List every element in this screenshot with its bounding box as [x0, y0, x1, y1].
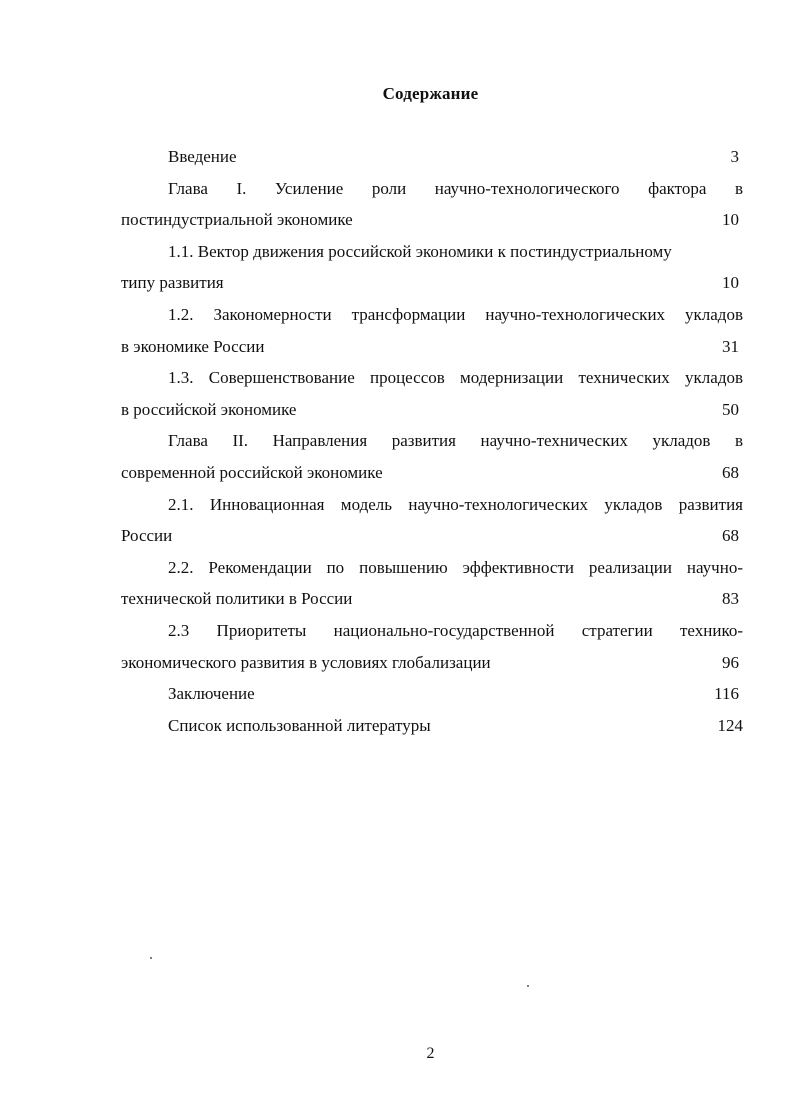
- toc-entry-chapter-2[interactable]: [121, 425, 743, 488]
- toc-entry-title-line-1: Глава II. Направления развития научно-технических укладов в: [168, 431, 743, 451]
- toc-entry-section-2-1[interactable]: [121, 489, 743, 552]
- toc-entry-page: 31: [722, 336, 739, 356]
- toc-entry-section-1-2[interactable]: [121, 299, 743, 362]
- toc-entry-bibliography[interactable]: [121, 710, 743, 742]
- toc-entry-section-2-2[interactable]: [121, 552, 743, 615]
- toc-entry-page: 124: [717, 715, 743, 735]
- toc-entry-page: 68: [722, 462, 739, 482]
- toc-entry-title: Заключение: [168, 684, 255, 704]
- scan-speck: [527, 985, 529, 987]
- toc-entry-title-line-2: постиндустриальной экономике: [121, 210, 353, 230]
- toc-entry-title-line-1: Глава I. Усиление роли научно-технологического фактора в: [168, 178, 743, 198]
- toc-entry-title-line-2: современной российской экономике: [121, 462, 383, 482]
- toc-entry-title: Список использованной литературы: [168, 715, 431, 735]
- toc-entry-title-line-1: 2.2. Рекомендации по повышению эффективности реализации научно-: [168, 557, 743, 577]
- toc-entry-conclusion[interactable]: [121, 678, 743, 710]
- table-of-contents: [121, 141, 743, 741]
- page-title: Содержание: [382, 84, 479, 103]
- toc-entry-section-1-1[interactable]: [121, 236, 743, 299]
- toc-entry-introduction[interactable]: [121, 141, 743, 173]
- toc-entry-title-line-2: России: [121, 526, 173, 546]
- toc-entry-page: 68: [722, 526, 739, 546]
- page-number: 2: [426, 1045, 435, 1062]
- toc-entry-section-1-3[interactable]: [121, 362, 743, 425]
- scan-speck: [150, 957, 152, 959]
- toc-entry-section-2-3[interactable]: [121, 615, 743, 678]
- toc-entry-title-line-1: 1.3. Совершенствование процессов модернизации технических укладов: [168, 368, 743, 388]
- toc-entry-title-line-1: 2.3 Приоритеты национально-государственной стратегии технико-: [168, 620, 743, 640]
- toc-entry-title-line-2: типу развития: [121, 273, 224, 293]
- toc-entry-page: 10: [722, 273, 739, 293]
- toc-entry-title-line-2: в экономике России: [121, 336, 265, 356]
- toc-entry-title-line-2: экономического развития в условиях глобализации: [121, 652, 491, 672]
- toc-entry-page: 3: [730, 147, 739, 166]
- toc-entry-title-line-1: 2.1. Инновационная модель научно-технологических укладов развития: [168, 494, 743, 514]
- toc-entry-title-line-1: 1.1. Вектор движения российской экономики к постиндустриальному: [168, 241, 672, 261]
- toc-entry-page: 83: [722, 589, 739, 609]
- toc-entry-page: 116: [714, 684, 739, 704]
- toc-entry-title-line-1: 1.2. Закономерности трансформации научно-технологических укладов: [168, 304, 743, 324]
- toc-entry-title-line-2: в российской экономике: [121, 399, 297, 419]
- toc-entry-chapter-1[interactable]: [121, 173, 743, 236]
- toc-entry-title: Введение: [168, 147, 237, 166]
- toc-entry-page: 10: [722, 210, 739, 230]
- toc-entry-page: 96: [722, 652, 739, 672]
- toc-entry-page: 50: [722, 399, 739, 419]
- toc-entry-title-line-2: технической политики в России: [121, 589, 353, 609]
